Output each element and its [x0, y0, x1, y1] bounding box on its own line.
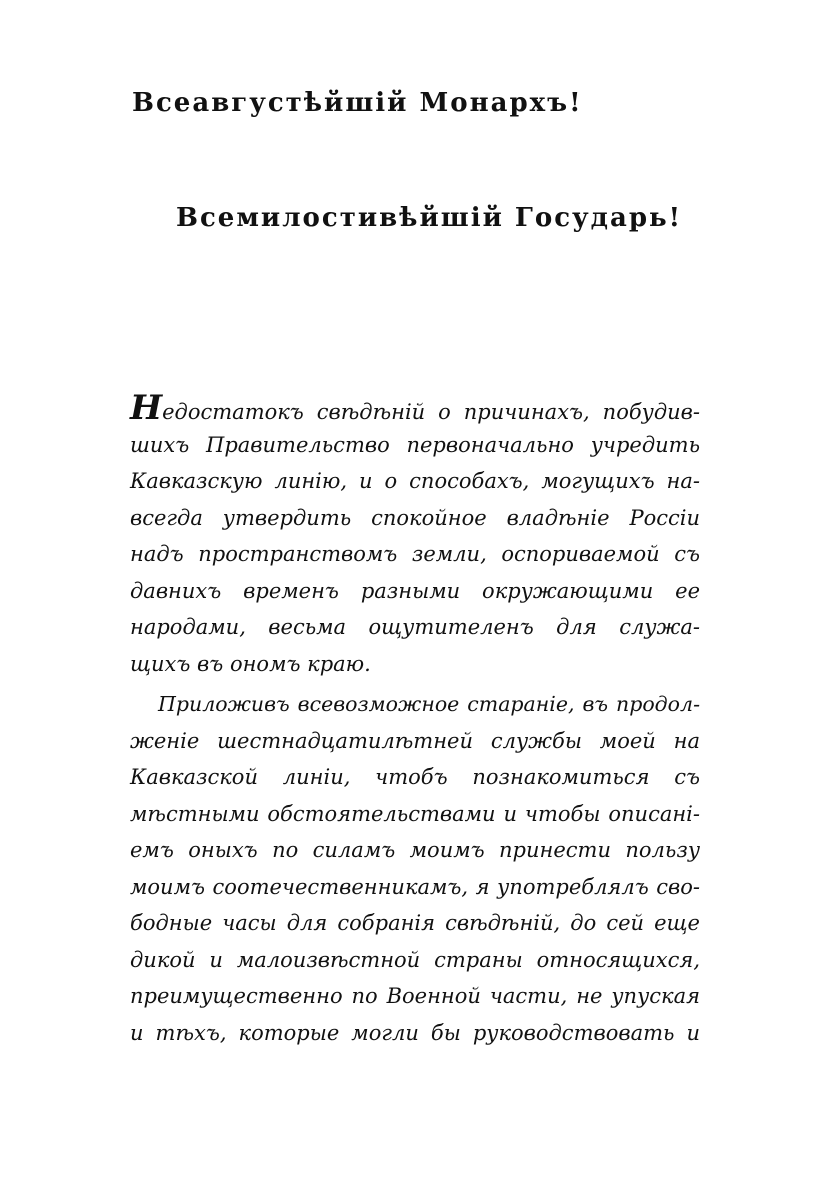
paragraph-2-line-7: бодные часы для собранія свѣдѣній, до сей еще	[130, 911, 700, 935]
paragraph-1-line-6: давнихъ временъ разными окружающими ее	[130, 578, 700, 603]
paragraph-2	[130, 686, 700, 1051]
paragraph-1-line-2: шихъ Правительство первоначально учредить	[130, 432, 700, 457]
paragraph-2-line-8: дикой и малоизвѣстной страны относящихся,	[130, 947, 700, 972]
paragraph-2-line-6: моимъ соотечественникамъ, я употреблялъ сво-	[130, 874, 700, 899]
paragraph-2-line-10: и тѣхъ, которые могли бы руководствовать и	[130, 1020, 700, 1045]
paragraph-1-line-1-text: едостатокъ свѣдѣній о причинахъ, побудив-	[162, 400, 700, 424]
paragraph-1-line-3: Кавказскую линію, и о способахъ, могущихъ на-	[130, 469, 700, 493]
drop-cap-letter: Н	[130, 388, 163, 428]
paragraph-2-line-2: женіе шестнадцатилѣтней службы моей на	[130, 728, 700, 753]
paragraph-2-line-4: мѣстными обстоятельствами и чтобы описані-	[130, 801, 700, 826]
paragraph-1-line-8: щихъ въ ономъ краю.	[130, 651, 371, 676]
paragraph-1-line-5: надъ пространствомъ земли, оспориваемой съ	[130, 542, 700, 566]
paragraph-1-line-7: народами, весьма ощутителенъ для служа-	[130, 615, 700, 639]
salutation-heading-sovereign: Всемилостивѣйшій Государь!	[176, 203, 683, 233]
salutation-heading-monarch: Всеавгустѣйшій Монархъ!	[132, 88, 583, 118]
paragraph-2-line-3: Кавказской линіи, чтобъ познакомиться съ	[130, 765, 700, 789]
paragraph-1	[130, 390, 700, 682]
paragraph-2-line-9: преимущественно по Военной части, не упуская	[130, 984, 700, 1008]
paragraph-1-line-1	[130, 390, 700, 427]
paragraph-2-line-1: Приложивъ всевозможное стараніе, въ продол-	[158, 692, 700, 716]
paragraph-2-line-5: емъ оныхъ по силамъ моимъ принести пользу	[130, 838, 700, 862]
paragraph-1-line-4: всегда утвердить спокойное владѣніе Россіи	[130, 505, 700, 530]
